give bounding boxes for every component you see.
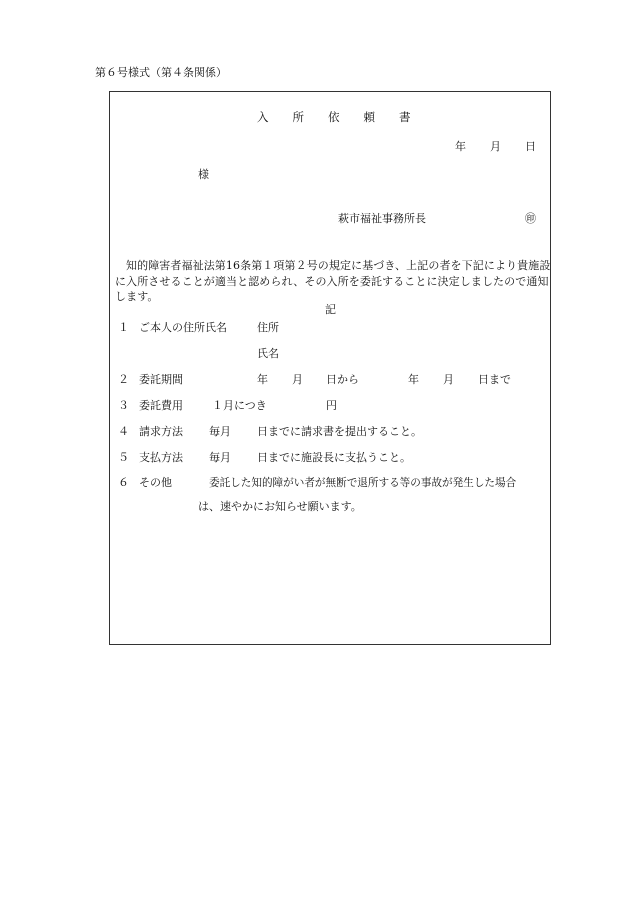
item4-text: 日までに請求書を提出すること。 [257,425,422,438]
title-char: 頼 [363,110,375,124]
item2-from-day: 日から [326,373,359,386]
item5-label: 支払方法 [139,451,183,464]
item4-num: ４ [118,425,129,438]
title-char: 依 [328,110,340,124]
item1-address: 住所 [257,321,279,334]
item6-line2: は、速やかにお知らせ願います。 [198,500,362,513]
item6-line1: 委託した知的障がい者が無断で退所する等の事故が発生した場合 [209,477,517,489]
item2-from-month: 月 [292,373,303,386]
item3-num: ３ [118,399,129,412]
date-month: 月 [490,140,501,153]
item5-num: ５ [118,451,129,464]
item1-name: 氏名 [257,347,279,360]
title-char: 入 [257,110,269,124]
item2-to-month: 月 [443,373,454,386]
item6-num: ６ [118,476,129,489]
item1-num: １ [118,321,129,334]
item4-label: 請求方法 [139,425,183,438]
item2-num: ２ [118,373,129,386]
form-frame [109,91,551,645]
title-char: 書 [399,110,411,124]
item5-monthly: 毎月 [209,451,231,464]
seal-mark: ㊞ [525,212,536,225]
item3-label: 委託費用 [139,399,183,412]
date-year: 年 [455,140,466,153]
ki-heading: 記 [325,303,336,316]
item2-to-year: 年 [408,373,419,386]
item3-per-month: １月につき [212,399,267,412]
item2-to-day: 日まで [478,373,511,386]
sender-name: 萩市福祉事務所長 [338,212,426,225]
form-number: 第６号様式（第４条関係） [95,66,227,79]
item6-label: その他 [139,476,172,489]
item1-label: ご本人の住所氏名 [139,321,227,334]
title-char: 所 [292,110,304,124]
item3-yen: 円 [326,399,337,412]
item4-monthly: 毎月 [209,425,231,438]
item5-text: 日までに施設長に支払うこと。 [257,451,411,464]
form-title [257,110,411,124]
body-paragraph: 知的障害者福祉法第16条第１項第２号の規定に基づき、上記の者を下記により貴施設に入所させることが適当と認められ、その入所を委託することに決定しましたので通知します。 [115,259,551,303]
item2-label: 委託期間 [139,373,183,386]
date-day: 日 [525,140,536,153]
addressee-suffix: 様 [198,168,209,181]
date-line [455,140,536,154]
item2-from-year: 年 [257,373,268,386]
